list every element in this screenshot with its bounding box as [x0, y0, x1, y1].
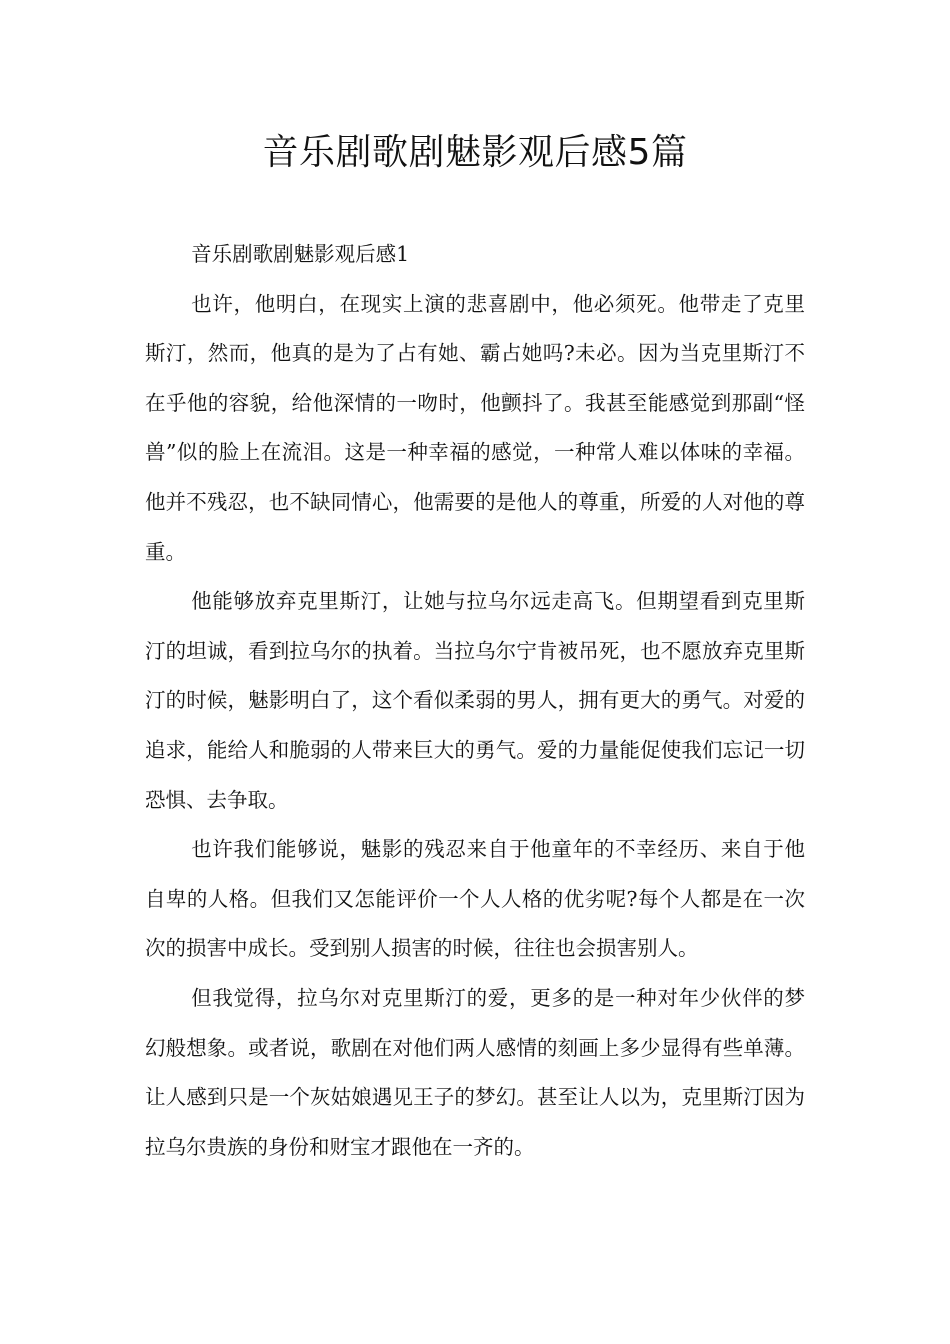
paragraph-1: 也许，他明白，在现实上演的悲喜剧中，他必须死。他带走了克里斯汀，然而，他真的是为了占有她、霸占她吗?未必。因为当克里斯汀不在乎他的容貌，给他深情的一吻时，他颤抖了。我甚至能感觉到那副“怪兽”似的脸上在流泪。这是一种幸福的感觉，一种常人难以体味的幸福。他并不残忍，也不缺同情心，他需要的是他人的尊重，所爱的人对他的尊重。: [145, 291, 805, 564]
paragraph-4: 但我觉得，拉乌尔对克里斯汀的爱，更多的是一种对年少伙伴的梦幻般想象。或者说，歌剧在对他们两人感情的刻画上多少显得有些单薄。让人感到只是一个灰姑娘遇见王子的梦幻。甚至让人以为，克里斯汀因为拉乌尔贵族的身份和财宝才跟他在一齐的。: [145, 985, 805, 1159]
section-heading: 音乐剧歌剧魅影观后感1: [191, 242, 410, 266]
document-title: 音乐剧歌剧魅影观后感5篇: [262, 132, 688, 173]
paragraph-3: 也许我们能够说，魅影的残忍来自于他童年的不幸经历、来自于他自卑的人格。但我们又怎能评价一个人人格的优劣呢?每个人都是在一次次的损害中成长。受到别人损害的时候，往往也会损害别人。: [145, 837, 805, 961]
paragraph-2: 他能够放弃克里斯汀，让她与拉乌尔远走高飞。但期望看到克里斯汀的坦诚，看到拉乌尔的执着。当拉乌尔宁肯被吊死，也不愿放弃克里斯汀的时候，魅影明白了，这个看似柔弱的男人，拥有更大的勇气。对爱的追求，能给人和脆弱的人带来巨大的勇气。爱的力量能促使我们忘记一切恐惧、去争取。: [145, 589, 805, 812]
document-body: [145, 230, 805, 1172]
